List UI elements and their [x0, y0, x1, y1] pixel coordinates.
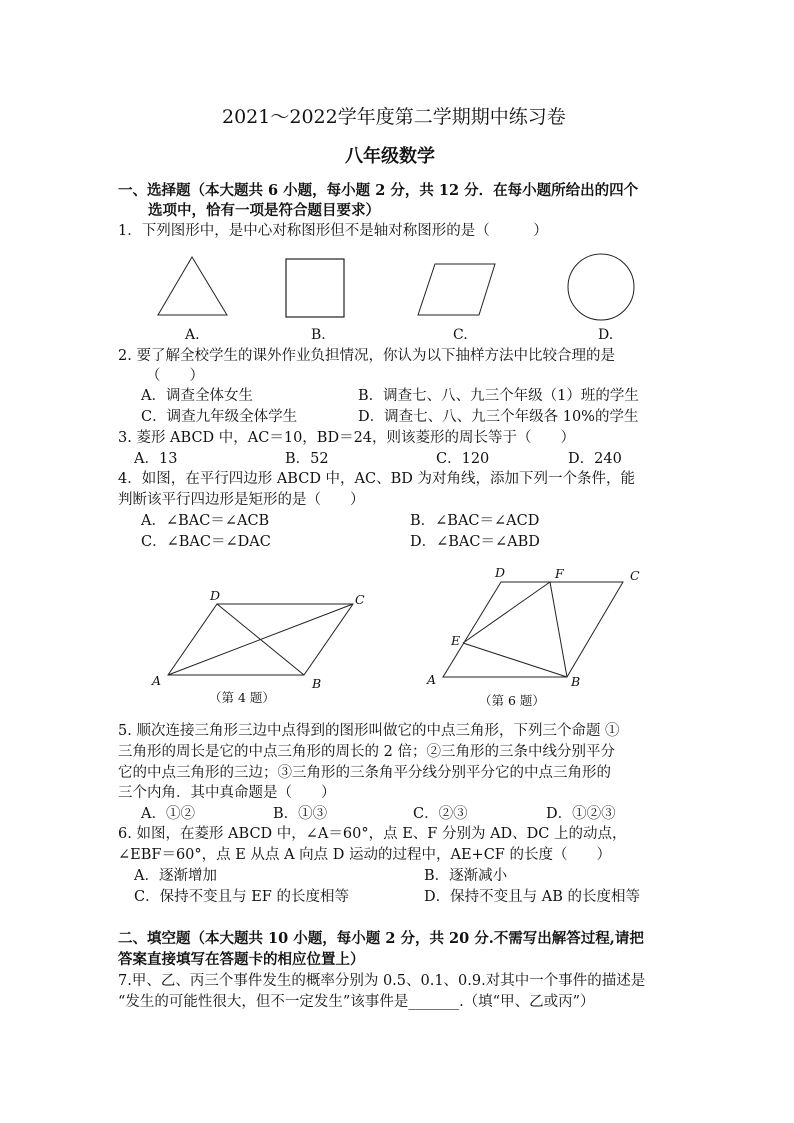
q6-option-c: C．保持不变且与 EF 的长度相等: [134, 889, 349, 905]
q1-stem: 1．下列图形中，是中心对称图形但不是轴对称图形的是（ ）: [118, 223, 548, 239]
section2-heading: 二、填空题（本大题共 10 小题，每小题 2 分，共 20 分.不需写出解答过程,请把: [118, 930, 644, 947]
fig6-label-f: F: [555, 566, 564, 581]
q4-option-c: C．∠BAC＝∠DAC: [141, 534, 271, 550]
fig4-label-b: B: [312, 676, 322, 691]
rhombus-abcd: [443, 582, 623, 677]
q5-option-a: A．①②: [141, 806, 195, 822]
q2-option-c: C．调查九年级全体学生: [141, 409, 298, 425]
q3-option-a: A．13: [134, 451, 178, 467]
q1-shapes: [0, 250, 794, 350]
q7-stem: 7.甲、乙、丙三个事件发生的概率分别为 0.5、0.1、0.9.对其中一个事件的描述是: [118, 973, 646, 989]
q1-label-a: A.: [185, 327, 200, 343]
q4-option-a: A．∠BAC＝∠ACB: [141, 513, 270, 529]
q3-option-d: D．240: [568, 451, 622, 467]
q5-stem-line4: 三个内角．其中真命题是（ ）: [118, 785, 336, 801]
fig6-label-e: E: [451, 633, 461, 648]
fig4-label-d: D: [210, 588, 221, 603]
q6-option-d: D．保持不变且与 AB 的长度相等: [424, 889, 640, 905]
shape-triangle: [158, 257, 227, 315]
section2-heading-cont: 答案直接填写在答题卡的相应位置上）: [118, 951, 365, 968]
q2-option-b: B．调查七、八、九三个年级（1）班的学生: [358, 388, 639, 404]
q6-stem-line2: ∠EBF＝60°，点 E 从点 A 向点 D 运动的过程中，AE+CF 的长度（ ）: [118, 847, 611, 863]
q6-option-b: B．逐渐减小: [424, 868, 508, 884]
q6-stem: 6. 如图，在菱形 ABCD 中，∠A＝60°，点 E、F 分别为 AD、DC 上的动点，: [118, 826, 627, 842]
shape-square: [286, 259, 344, 317]
shape-parallelogram: [418, 264, 495, 315]
q5-option-c: C．②③: [413, 806, 468, 822]
segment-eb: [463, 643, 567, 677]
q3-option-b: B．52: [285, 451, 329, 467]
figure-q6: [0, 560, 794, 700]
fig6-label-b: B: [571, 674, 581, 689]
page-subtitle: 八年级数学: [345, 146, 435, 167]
page-title: 2021～2022学年度第二学期期中练习卷: [222, 106, 566, 128]
q1-label-c: C.: [453, 327, 468, 343]
q5-option-d: D．①②③: [546, 806, 616, 822]
segment-ef: [463, 582, 550, 643]
fig4-label-c: C: [355, 592, 365, 607]
q2-option-d: D．调查七、八、九三个年级各 10%的学生: [358, 409, 639, 425]
section1-heading: 一、选择题（本大题共 6 小题，每小题 2 分，共 12 分．在每小题所给出的四个: [118, 182, 639, 199]
q1-label-d: D.: [598, 327, 614, 343]
fig4-caption: （第 4 题）: [209, 690, 275, 705]
q5-stem-line3: 它的中点三角形的三边；③三角形的三条角平分线分别平分它的中点三角形的: [118, 765, 611, 781]
q5-option-b: B．①③: [273, 806, 328, 822]
fig6-caption: （第 6 题）: [479, 693, 545, 708]
q6-option-a: A．逐渐增加: [134, 868, 217, 884]
segment-bf: [550, 582, 567, 677]
q5-stem-line2: 三角形的周长是它的中点三角形的周长的 2 倍；②三角形的三条中线分别平分: [118, 744, 615, 760]
q4-stem: 4．如图，在平行四边形 ABCD 中，AC、BD 为对角线，添加下列一个条件，能: [118, 471, 636, 487]
q7-stem-line2: “发生的可能性很大，但不一定发生”该事件是_______.（填“甲、乙或丙”）: [118, 994, 595, 1010]
fig6-label-d: D: [495, 565, 506, 580]
shape-circle: [568, 254, 634, 320]
q4-option-b: B．∠BAC＝∠ACD: [410, 513, 540, 529]
q2-stem: 2. 要了解全校学生的课外作业负担情况，你认为以下抽样方法中比较合理的是: [118, 348, 615, 364]
q2-option-a: A．调查全体女生: [141, 388, 253, 404]
q4-option-d: D．∠BAC＝∠ABD: [410, 534, 540, 550]
section1-heading-cont: 选项中，恰有一项是符合题目要求）: [148, 202, 380, 219]
q4-stem-cont: 判断该平行四边形是矩形的是（ ）: [118, 492, 365, 508]
fig4-label-a: A: [152, 673, 162, 688]
fig6-label-c: C: [630, 568, 640, 583]
fig6-label-a: A: [427, 672, 437, 687]
q3-stem: 3. 菱形 ABCD 中，AC＝10，BD＝24，则该菱形的周长等于（ ）: [118, 430, 576, 446]
q3-option-c: C．120: [436, 451, 490, 467]
q2-stem-cont: （ ）: [146, 368, 204, 384]
q1-label-b: B.: [311, 327, 326, 343]
q5-stem: 5. 顺次连接三角形三边中点得到的图形叫做它的中点三角形，下列三个命题 ①: [118, 723, 620, 739]
